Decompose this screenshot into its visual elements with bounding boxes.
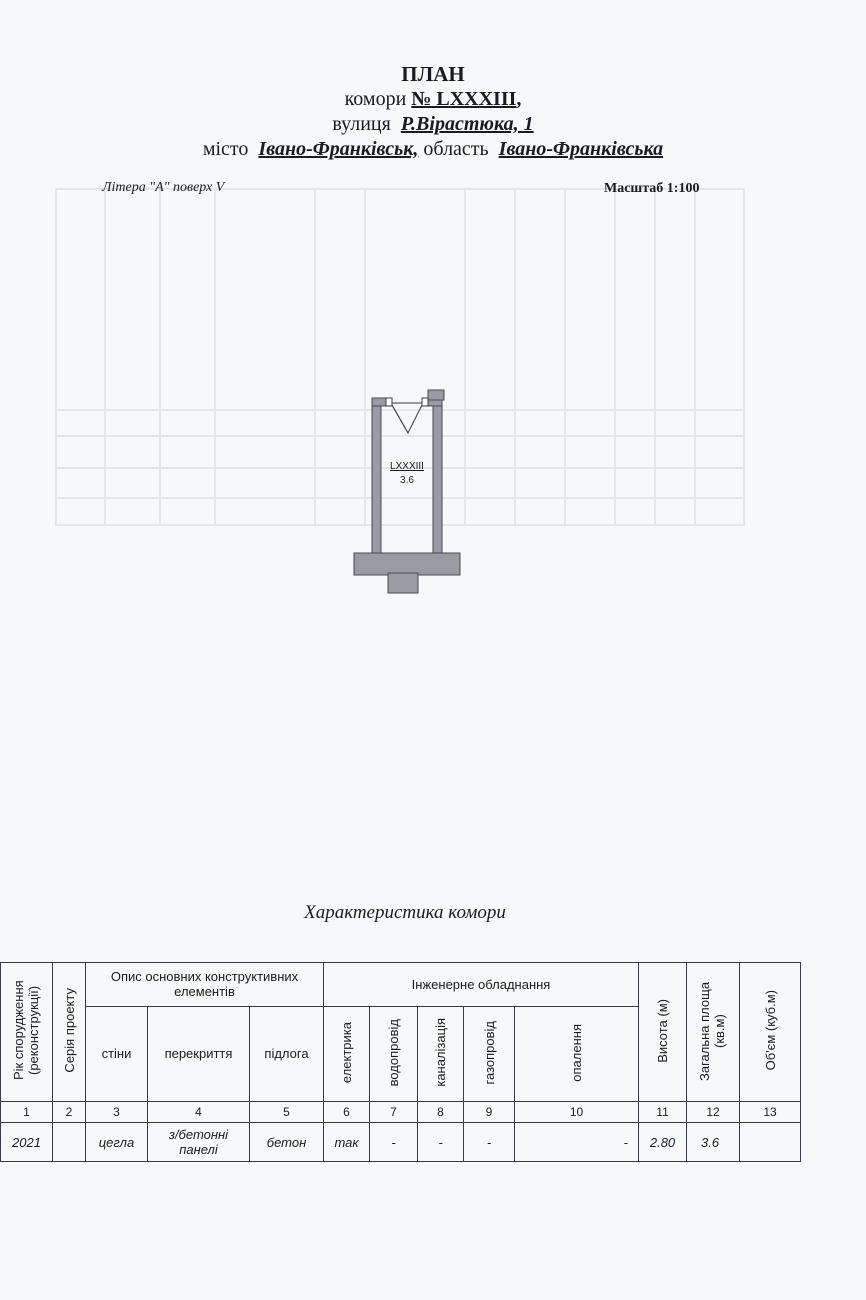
column-number: 1	[1, 1102, 53, 1123]
cell-series	[53, 1123, 86, 1162]
header-walls: стіни	[86, 1006, 148, 1101]
header-construction-group: Опис основних конструктивних елементів	[86, 963, 324, 1007]
characteristics-table	[0, 962, 801, 1162]
storeroom-number-comma: ,	[516, 88, 522, 110]
column-number: 9	[464, 1102, 515, 1123]
column-number: 8	[418, 1102, 464, 1123]
floor-plan	[350, 383, 465, 598]
header-total-area: Загальна площа (кв.м)	[687, 963, 740, 1102]
street-line	[0, 113, 866, 136]
cell-water: -	[370, 1123, 418, 1162]
cell-total-area: 3.6	[687, 1123, 740, 1162]
header-water: водопровід	[370, 1006, 418, 1101]
city-label: місто	[202, 138, 249, 160]
column-number: 5	[250, 1102, 324, 1123]
region-label: область	[423, 138, 489, 160]
column-number: 6	[324, 1102, 370, 1123]
column-number: 13	[740, 1102, 801, 1123]
cell-gas: -	[464, 1123, 515, 1162]
column-number-row	[1, 1102, 801, 1123]
region-value: Івано-Франківська	[498, 138, 664, 160]
header-sewage: каналізація	[418, 1006, 464, 1101]
header-volume: Об'єм (куб.м)	[740, 963, 801, 1102]
cell-sewage: -	[418, 1123, 464, 1162]
cell-walls: цегла	[86, 1123, 148, 1162]
street-value: Р.Вірастюка, 1	[400, 113, 534, 135]
litera-floor-label: Літера "А" поверх V	[102, 180, 225, 195]
header-ceiling: перекриття	[148, 1006, 250, 1101]
column-number: 4	[148, 1102, 250, 1123]
city-value: Івано-Франківськ,	[258, 138, 419, 160]
header-height: Висота (м)	[639, 963, 687, 1102]
cell-floor: бетон	[250, 1123, 324, 1162]
header-series: Серія проекту	[53, 963, 86, 1102]
plan-room-area: 3.6	[400, 475, 414, 486]
column-number: 10	[515, 1102, 639, 1123]
table-row	[1, 1123, 801, 1162]
header-year: Рік спорудження (реконструкції)	[1, 963, 53, 1102]
characteristics-title: Характеристика комори	[304, 902, 506, 923]
column-number: 11	[639, 1102, 687, 1123]
cell-electric: так	[324, 1123, 370, 1162]
header-heating: опалення	[515, 1006, 639, 1101]
cell-ceiling: з/бетонні панелі	[148, 1123, 250, 1162]
header-gas: газопровід	[464, 1006, 515, 1101]
storeroom-number: № LXXXIII	[411, 88, 517, 110]
plan-room-id: LXXXIII	[390, 461, 424, 472]
cell-heating: -	[515, 1123, 639, 1162]
street-label: вулиця	[332, 113, 391, 135]
cell-height: 2.80	[639, 1123, 687, 1162]
page-title: ПЛАН	[401, 62, 465, 86]
column-number: 3	[86, 1102, 148, 1123]
storeroom-label: комори	[344, 88, 407, 110]
column-number: 7	[370, 1102, 418, 1123]
city-line	[0, 138, 866, 161]
cell-year: 2021	[1, 1123, 53, 1162]
column-number: 2	[53, 1102, 86, 1123]
header-floor: підлога	[250, 1006, 324, 1101]
scale-label: Масштаб 1:100	[604, 181, 700, 196]
column-number: 12	[687, 1102, 740, 1123]
storeroom-number-line	[0, 88, 866, 111]
header-electric: електрика	[324, 1006, 370, 1101]
header-engineering-group: Інженерне обладнання	[324, 963, 639, 1007]
cell-volume	[740, 1123, 801, 1162]
